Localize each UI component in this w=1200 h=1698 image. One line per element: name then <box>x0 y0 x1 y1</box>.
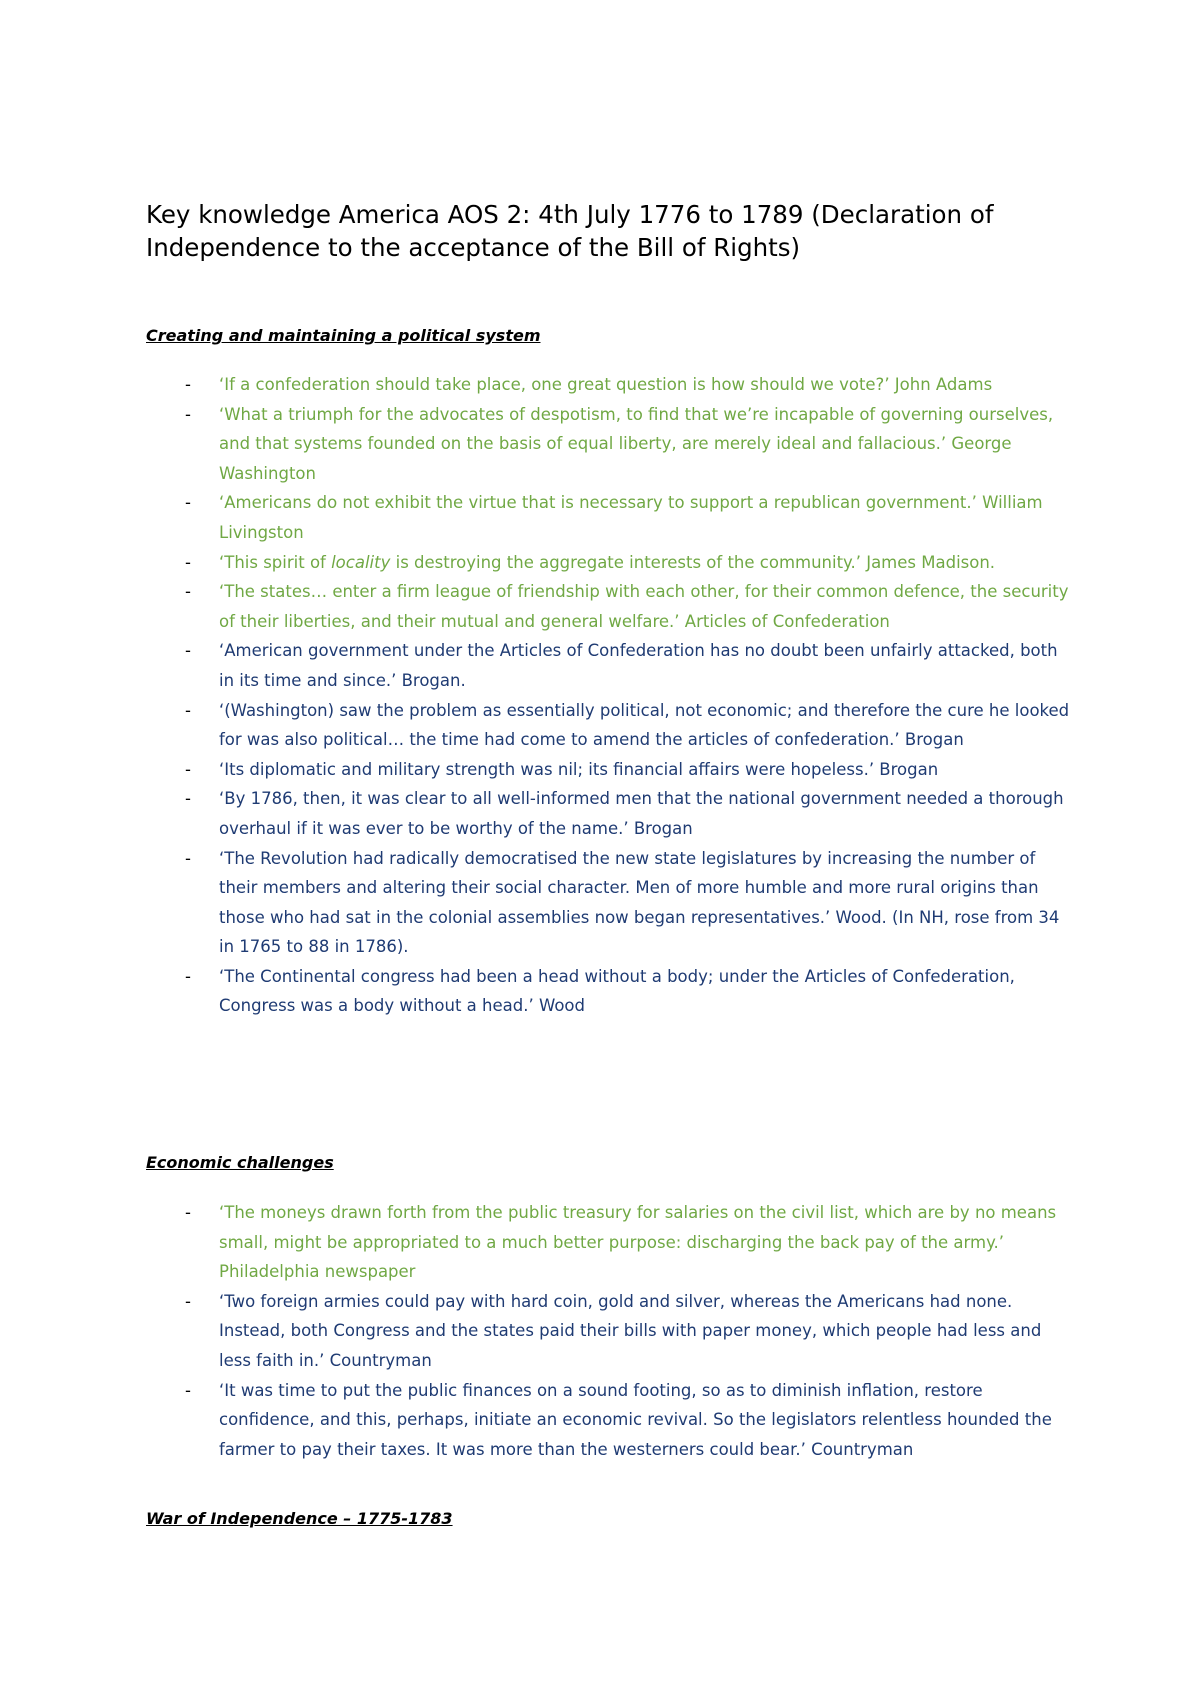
document-title: Key knowledge America AOS 2: 4th July 1776 to 1789 (Declaration of Independence to the acceptance of the Bill of Rights) <box>146 200 994 262</box>
bullet-dash: - <box>185 1203 191 1222</box>
quote-text: ‘The states… enter a firm league of friendship with each other, for their common defence, the security of their liberties, and their mutual and general welfare.’ Articles of Confederation <box>219 582 1069 631</box>
bullet-dash: - <box>185 404 191 424</box>
quote-text-italic: locality <box>331 552 391 572</box>
section-heading-economic-challenges: Economic challenges <box>146 1153 334 1172</box>
bullet-dash: - <box>185 641 191 661</box>
list-item <box>146 636 1076 695</box>
list-item <box>146 1287 1076 1376</box>
quote-text: ‘Its diplomatic and military strength was nil; its financial affairs were hopeless.’ Brogan <box>219 759 939 779</box>
bullet-dash: - <box>185 375 191 394</box>
list-item <box>146 696 1076 755</box>
list-item <box>146 488 1076 547</box>
list-item <box>146 844 1076 962</box>
list-item <box>146 370 1076 400</box>
list-item <box>146 962 1076 1021</box>
list-item <box>146 400 1076 489</box>
bullet-dash: - <box>185 493 191 513</box>
quote-text: ‘Americans do not exhibit the virtue that is necessary to support a republican government.’ William Livingston <box>219 493 1043 542</box>
bullet-dash: - <box>185 1291 191 1311</box>
bullet-dash: - <box>185 789 191 809</box>
quote-text: ‘The moneys drawn forth from the public treasury for salaries on the civil list, which are by no means small, might be appropriated to a much better purpose: discharging the back pay of the army.’ Philadelphia newspaper <box>219 1203 1057 1282</box>
quote-text: ‘American government under the Articles of Confederation has no doubt been unfairly attacked, both in its time and since.’ Brogan. <box>219 641 1058 690</box>
list-item <box>146 577 1076 636</box>
section-heading-war-of-independence: War of Independence – 1775-1783 <box>146 1509 453 1528</box>
list-item <box>146 1376 1076 1465</box>
bullet-dash: - <box>185 848 191 868</box>
list-item <box>146 1198 1076 1287</box>
quote-text: ‘What a triumph for the advocates of despotism, to find that we’re incapable of governing ourselves, and that systems founded on the basis of equal liberty, are merely ideal and fallacious.’ George Washington <box>219 404 1054 483</box>
list-item <box>146 548 1076 578</box>
quote-text: ‘It was time to put the public finances on a sound footing, so as to diminish inflation, restore confidence, and this, perhaps, initiate an economic revival. So the legislators relentless hounded the farmer to pay their taxes. It was more than the westerners could bear.’ Countryman <box>219 1380 1052 1459</box>
bullet-dash: - <box>185 1380 191 1400</box>
quote-text: ‘The Continental congress had been a head without a body; under the Articles of Confederation, Congress was a body without a head.’ Wood <box>219 966 1015 1016</box>
bullet-dash: - <box>185 552 191 572</box>
quote-list-political-system <box>146 370 1076 1021</box>
bullet-dash: - <box>185 582 191 602</box>
quote-text-before: ‘This spirit of <box>219 552 332 572</box>
quote-list-economic-challenges <box>146 1198 1076 1464</box>
list-item <box>146 755 1076 785</box>
quote-text: ‘If a confederation should take place, one great question is how should we vote?’ John Adams <box>219 375 993 394</box>
quote-text: ‘By 1786, then, it was clear to all well-informed men that the national government needed a thorough overhaul if it was ever to be worthy of the name.’ Brogan <box>219 789 1064 838</box>
section-heading-political-system: Creating and maintaining a political system <box>146 326 541 345</box>
quote-text-after: is destroying the aggregate interests of the community.’ James Madison. <box>390 552 996 572</box>
quote-text: ‘The Revolution had radically democratised the new state legislatures by increasing the number of their members and altering their social character. Men of more humble and more rural origins than those who had sat in the colonial assemblies now began representatives.’ Wood. (In NH, rose from 34 in 1765 to 88 in 1786). <box>219 848 1060 957</box>
bullet-dash: - <box>185 700 191 720</box>
quote-text: ‘Two foreign armies could pay with hard coin, gold and silver, whereas the Americans had none. Instead, both Congress and the states paid their bills with paper money, which people had less and less faith in.’ Countryman <box>219 1291 1042 1370</box>
bullet-dash: - <box>185 966 191 986</box>
quote-text: ‘(Washington) saw the problem as essentially political, not economic; and therefore the cure he looked for was also political… the time had come to amend the articles of confederation.’ Brogan <box>219 700 1070 750</box>
bullet-dash: - <box>185 759 191 779</box>
list-item <box>146 784 1076 843</box>
